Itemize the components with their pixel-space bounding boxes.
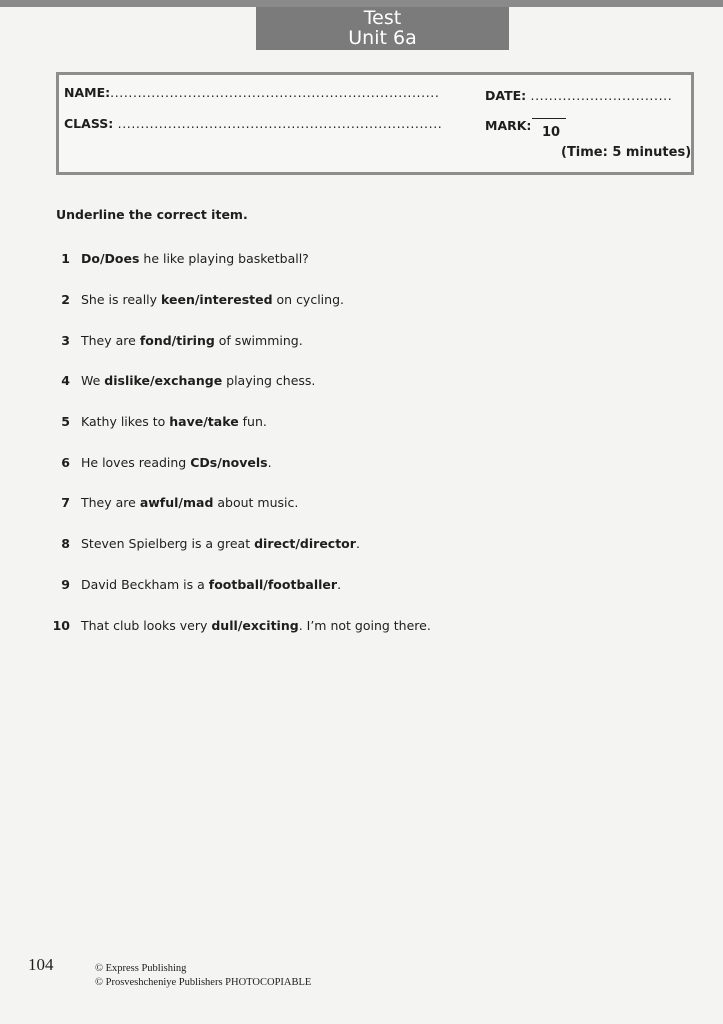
question-text-after: about music. [213,495,299,510]
answer-choice[interactable]: fond/tiring [139,333,215,348]
question-text [81,414,267,429]
test-title-banner [256,7,509,50]
question-text-before: We [81,373,105,388]
question-text-before: Steven Spielberg is a great [81,536,255,551]
class-field [64,116,442,131]
answer-choice[interactable]: have/take [169,414,239,429]
answer-choice[interactable]: football/footballer [208,577,338,592]
question-text-after: on cycling. [272,292,344,307]
question-number: 5 [61,414,70,429]
copyright-footer [95,962,311,989]
question-number: 7 [61,495,70,510]
answer-choice[interactable]: keen/interested [161,292,273,307]
answer-choice[interactable]: dislike/exchange [104,373,223,388]
time-note: (Time: 5 minutes) [561,145,692,160]
page-number: 104 [28,955,54,974]
question-text [81,618,431,633]
title-line-2: Unit 6a [348,27,417,49]
question-text-before: That club looks very [81,618,212,633]
instruction: Underline the correct item. [56,207,248,222]
mark-total: 10 [542,125,561,140]
question-text [81,495,298,510]
question-text-before: Kathy likes to [81,414,170,429]
question-text [81,536,360,551]
question-text-before: They are [81,495,140,510]
footer-line-2: © Prosveshcheniye Publishers PHOTOCOPIABLE [95,976,312,988]
question-text-after: playing chess. [222,373,316,388]
answer-choice[interactable]: awful/mad [139,495,214,510]
question-text [81,455,272,470]
question-text-before: They are [81,333,140,348]
answer-choice[interactable]: Do/Does [81,251,140,266]
mark-fraction-bar [532,118,566,119]
question-text [81,251,309,266]
question-number: 6 [61,455,70,470]
date-label: DATE: [485,88,527,103]
question-number: 9 [61,577,70,592]
question-number: 3 [61,333,70,348]
question-text-after: . [355,536,360,551]
answer-choice[interactable]: direct/director [254,536,356,551]
question-text-before: He loves reading [81,455,191,470]
question-text-after: he like playing basketball? [139,251,309,266]
name-dotted-line: ........................................................................ [110,85,440,100]
question-number: 2 [61,292,70,307]
question-number: 4 [61,373,70,388]
question-text [81,373,315,388]
question-text-after: of swimming. [214,333,303,348]
question-text-before: David Beckham is a [81,577,209,592]
question-text-after: . I’m not going there. [298,618,431,633]
question-text [81,577,341,592]
question-number: 1 [61,251,70,266]
name-field [64,85,439,100]
question-text-after: . [267,455,272,470]
question-number: 8 [61,536,70,551]
footer-line-1: © Express Publishing [95,963,187,974]
question-text-before: She is really [81,292,162,307]
question-text [81,333,303,348]
question-text-after: . [337,577,342,592]
top-rule [0,0,723,7]
mark-field [485,118,531,133]
date-dotted-line: ............................... [530,88,673,103]
question-text-after: fun. [238,414,267,429]
answer-choice[interactable]: CDs/novels [190,455,268,470]
date-field [485,88,672,103]
question-text [81,292,344,307]
name-label: NAME: [64,85,111,100]
answer-choice[interactable]: dull/exciting [211,618,299,633]
mark-label: MARK: [485,118,532,133]
class-dotted-line: ....................................................................... [117,116,443,131]
question-number: 10 [52,618,70,633]
class-label: CLASS: [64,116,114,131]
title-line-1: Test [363,7,402,29]
